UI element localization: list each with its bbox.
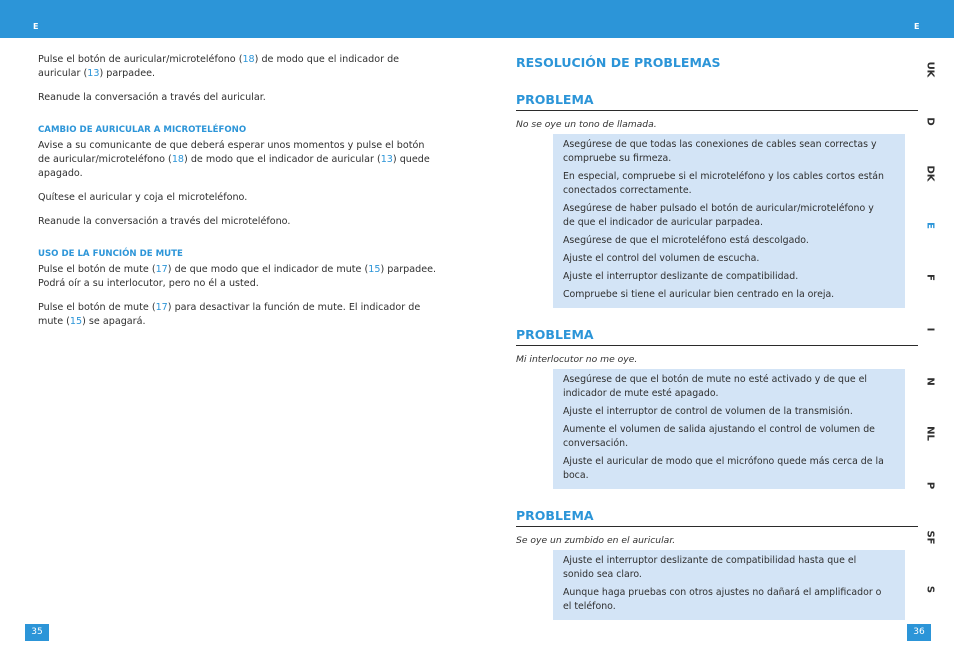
problem-section-3 bbox=[516, 508, 918, 620]
page-number-right: 36 bbox=[907, 624, 931, 641]
paragraph-headset-button: Pulse el botón de auricular/microteléfono (18) de modo que el indicador de auricular (13) parpadee. bbox=[38, 54, 400, 79]
language-tab-n[interactable]: N bbox=[924, 377, 936, 386]
paragraph-take-handset: Quítese el auricular y coja el microteléfono. bbox=[38, 192, 248, 203]
solution-item: Aunque haga pruebas con otros ajustes no dañará el amplificador o el teléfono. bbox=[563, 587, 882, 612]
language-tab-e[interactable]: E bbox=[924, 222, 936, 229]
solution-item: Asegúrese de que todas las conexiones de cables sean correctas y compruebe su firmeza. bbox=[563, 139, 877, 164]
problem-section-1 bbox=[516, 92, 918, 308]
problem-heading: PROBLEMA bbox=[516, 508, 918, 527]
header-bar bbox=[0, 0, 954, 38]
language-tab-nl[interactable]: NL bbox=[924, 426, 936, 441]
problem-question: Se oye un zumbido en el auricular. bbox=[516, 535, 676, 546]
right-page-content bbox=[516, 55, 918, 620]
problem-heading: PROBLEMA bbox=[516, 92, 918, 111]
language-tab-i[interactable]: I bbox=[924, 327, 936, 332]
left-page-content bbox=[38, 53, 438, 329]
language-tab-f[interactable]: F bbox=[924, 274, 936, 281]
paragraph-resume-handset: Reanude la conversación a través del microteléfono. bbox=[38, 216, 291, 227]
paragraph-mute-on: Pulse el botón de mute (17) de que modo que el indicador de mute (15) parpadee. Podrá oír a su interlocutor, pero no él a usted. bbox=[38, 264, 437, 289]
page-title: RESOLUCIÓN DE PROBLEMAS bbox=[516, 55, 721, 70]
solution-item: Ajuste el interruptor deslizante de compatibilidad. bbox=[563, 271, 799, 282]
solution-box bbox=[553, 369, 905, 489]
language-tab-uk[interactable]: UK bbox=[924, 61, 936, 78]
problem-section-2 bbox=[516, 327, 918, 489]
problem-question: No se oye un tono de llamada. bbox=[516, 119, 657, 130]
paragraph-switch-instructions: Avise a su comunicante de que deberá esperar unos momentos y pulse el botón de auricular/microteléfono (18) de modo que el indicador de auricular (13) quede apagado. bbox=[38, 140, 430, 179]
solution-box bbox=[553, 550, 905, 620]
language-tab-dk[interactable]: DK bbox=[924, 165, 936, 182]
section-heading-mute: USO DE LA FUNCIÓN DE MUTE bbox=[38, 249, 183, 259]
solution-item: Asegúrese de que el microteléfono está descolgado. bbox=[563, 235, 809, 246]
solution-item: Aumente el volumen de salida ajustando el control de volumen de conversación. bbox=[563, 424, 875, 449]
header-language-right: E bbox=[914, 22, 920, 31]
solution-item: Ajuste el auricular de modo que el micrófono quede más cerca de la boca. bbox=[563, 456, 884, 481]
solution-item: Ajuste el interruptor de control de volumen de la transmisión. bbox=[563, 406, 853, 417]
language-tab-sf[interactable]: SF bbox=[924, 530, 936, 545]
language-tab-d[interactable]: D bbox=[924, 117, 936, 126]
solution-item: Compruebe si tiene el auricular bien centrado en la oreja. bbox=[563, 289, 835, 300]
paragraph-resume-headset: Reanude la conversación a través del auricular. bbox=[38, 92, 266, 103]
solution-item: Asegúrese de haber pulsado el botón de auricular/microteléfono y de que el indicador de auricular parpadea. bbox=[563, 203, 874, 228]
page-number-left: 35 bbox=[25, 624, 49, 641]
language-tab-p[interactable]: P bbox=[924, 481, 936, 490]
paragraph-mute-off: Pulse el botón de mute (17) para desactivar la función de mute. El indicador de mute (15) se apagará. bbox=[38, 302, 421, 327]
header-language-left: E bbox=[33, 22, 39, 31]
problem-question: Mi interlocutor no me oye. bbox=[516, 354, 638, 365]
section-heading-switch: CAMBIO DE AURICULAR A MICROTELÉFONO bbox=[38, 125, 247, 135]
solution-item: Ajuste el interruptor deslizante de compatibilidad hasta que el sonido sea claro. bbox=[563, 555, 857, 580]
solution-item: En especial, compruebe si el microteléfono y los cables cortos están conectados correctamente. bbox=[563, 171, 884, 196]
problem-heading: PROBLEMA bbox=[516, 327, 918, 346]
solution-item: Asegúrese de que el botón de mute no esté activado y de que el indicador de mute esté apagado. bbox=[563, 374, 868, 399]
language-tab-s[interactable]: S bbox=[924, 585, 936, 594]
solution-item: Ajuste el control del volumen de escucha. bbox=[563, 253, 760, 264]
solution-box bbox=[553, 134, 905, 308]
